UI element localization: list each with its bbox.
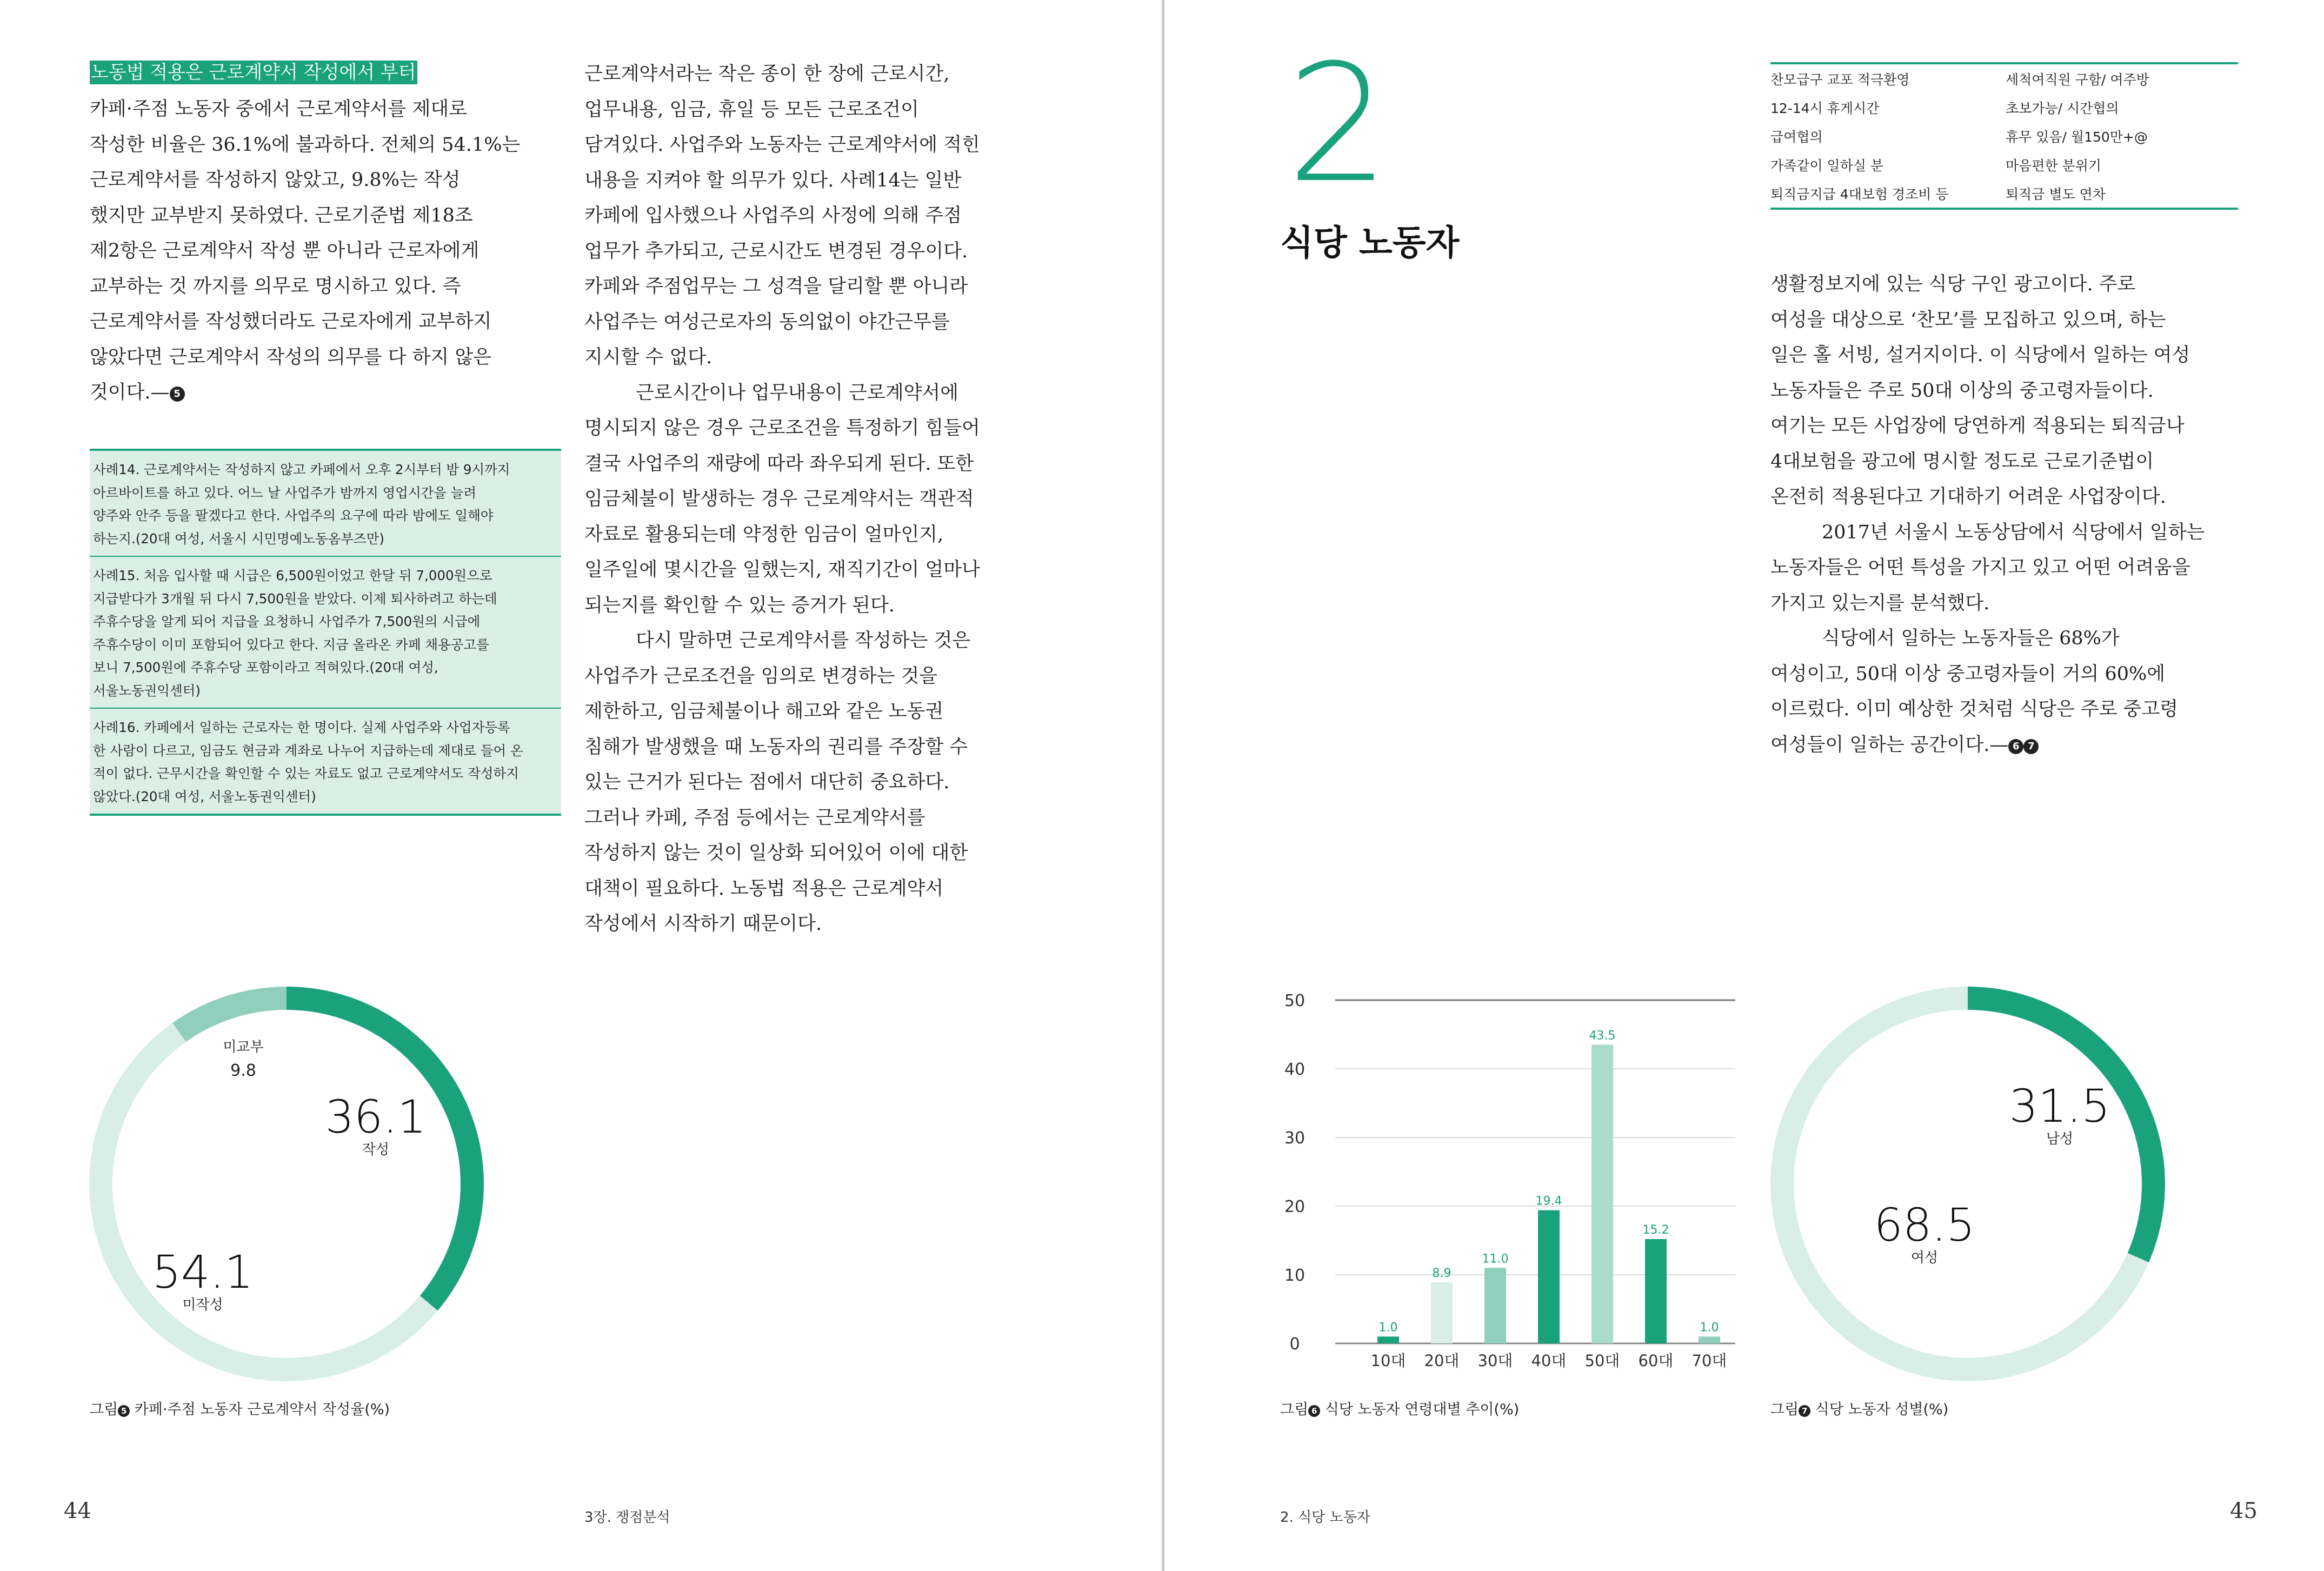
text-line-content: 여기는 모든 사업장에 당연하게 적용되는 퇴직금나 xyxy=(1770,415,2185,437)
donut5-value-3: 9.8 xyxy=(230,1061,256,1080)
donut5-value-2: 54.1 xyxy=(152,1246,254,1299)
case-example xyxy=(90,708,561,814)
text-line: 근로계약서를 작성하지 않았고, 9.8%는 작성 xyxy=(90,169,461,191)
case-line: 서울노동권익센터) xyxy=(93,682,201,698)
donut-slice-미작성 xyxy=(89,1023,438,1381)
text-line-content: 노동자들은 어떤 특성을 가지고 있고 어떤 어려움을 xyxy=(1770,557,2190,578)
bar-value-label: 43.5 xyxy=(1589,1029,1616,1043)
case-line: 주휴수당을 알게 되어 지급을 요청하니 사업주가 7,500원의 시급에 xyxy=(93,614,481,629)
caption-text: 식당 노동자 연령대별 추이(%) xyxy=(1324,1401,1520,1418)
figure7-donut-chart xyxy=(1768,984,2168,1384)
text-line: 업무가 추가되고, 근로시간도 변경된 경우이다. xyxy=(584,240,968,262)
text-line: 했지만 교부받지 못하였다. 근로기준법 제18조 xyxy=(90,204,473,227)
text-line: 명시되지 않은 경우 근로조건을 특정하기 힘들어 xyxy=(584,417,980,439)
ad-cell: 휴무 있음/ 월150만+@ xyxy=(2006,129,2148,145)
ad-row xyxy=(1770,93,2238,122)
text-line-content: 여성들이 일하는 공간이다.— xyxy=(1770,734,2009,756)
text-line-content: 여성이고, 50대 이상 중고령자들이 거의 60%에 xyxy=(1770,663,2166,685)
text-line: 카페에 입사했으나 사업주의 사정에 의해 주점 xyxy=(584,205,962,227)
figure5-caption xyxy=(90,1397,390,1419)
donut-slice-미교부 xyxy=(172,987,287,1042)
case-line: 아르바이트를 하고 있다. 어느 날 사업주가 밤까지 영업시간을 늘려 xyxy=(93,484,477,501)
text-line: 근로계약서라는 작은 종이 한 장에 근로시간, xyxy=(584,63,950,85)
caption-text: 식당 노동자 성별(%) xyxy=(1815,1401,1949,1418)
ad-cell: 12-14시 휴게시간 xyxy=(1770,100,1880,116)
x-tick-label: 30대 xyxy=(1477,1352,1513,1370)
text-line: 결국 사업주의 재량에 따라 좌우되게 된다. 또한 xyxy=(584,452,974,475)
text-line-content: 4대보험을 광고에 명시할 정도로 근로기준법이 xyxy=(1770,450,2154,472)
bar-value-label: 1.0 xyxy=(1379,1321,1398,1335)
bar-40대 xyxy=(1538,1210,1560,1343)
text-line-content: 일은 홀 서빙, 설거지이다. 이 식당에서 일하는 여성 xyxy=(1770,344,2190,366)
y-tick-label: 40 xyxy=(1284,1060,1306,1079)
y-tick-label: 30 xyxy=(1284,1129,1306,1148)
ad-row xyxy=(1770,122,2238,150)
case-line: 하는지.(20대 여성, 서울시 시민명예노동옴부즈만) xyxy=(93,530,384,547)
case-line: 지급받다가 3개월 뒤 다시 7,500원을 받았다. 이제 퇴사하려고 하는데 xyxy=(93,590,497,607)
x-tick-label: 50대 xyxy=(1584,1352,1620,1370)
text-line: 제한하고, 임금체불이나 해고와 같은 노동권 xyxy=(584,701,944,722)
figure7-caption xyxy=(1770,1397,1948,1419)
ad-cell: 급여협의 xyxy=(1770,129,1823,145)
reference-badge: 7 xyxy=(2023,739,2039,754)
y-tick-label: 0 xyxy=(1289,1335,1300,1354)
text-line xyxy=(1770,692,2246,728)
case-example xyxy=(90,451,561,556)
reference-badge: 5 xyxy=(170,387,185,402)
figure6-caption xyxy=(1280,1397,1519,1419)
donut5-label-2: 미작성 xyxy=(182,1297,223,1313)
text-line-content: 식당에서 일하는 노동자들은 68%가 xyxy=(1822,628,2120,649)
text-line xyxy=(1770,586,2246,622)
donut5-label-1: 작성 xyxy=(362,1142,390,1158)
caption-prefix: 그림 xyxy=(1280,1401,1309,1418)
text-line xyxy=(1770,621,2246,657)
case-line: 한 사람이 다르고, 임금도 현금과 계좌로 나누어 지급하는데 제대로 들어 온 xyxy=(93,742,523,758)
page-number-right: 45 xyxy=(2230,1499,2258,1523)
left-column-1-text xyxy=(90,92,560,411)
caption-number-badge: 5 xyxy=(118,1405,130,1417)
caption-text: 카페·주점 노동자 근로계약서 작성율(%) xyxy=(134,1401,390,1418)
text-line xyxy=(1770,374,2246,409)
text-line-content: 것이다.— xyxy=(90,382,170,403)
ad-cell: 마음편한 분위기 xyxy=(2006,157,2101,174)
reference-badge: 6 xyxy=(2008,739,2023,754)
text-line: 카페·주점 노동자 중에서 근로계약서를 제대로 xyxy=(90,98,468,120)
ad-cell: 찬모급구 교포 적극환영 xyxy=(1770,71,1910,88)
case-example xyxy=(90,556,561,708)
ad-cell: 세척여직원 구함/ 여주방 xyxy=(2006,71,2149,88)
case-examples-box xyxy=(90,449,561,816)
text-line-content: 여성을 대상으로 ‘찬모’를 모집하고 있으며, 하는 xyxy=(1770,309,2166,331)
donut7-value-1: 31.5 xyxy=(2009,1080,2110,1133)
case-line: 사례16. 카페에서 일하는 근로자는 한 명이다. 실제 사업주와 사업자등록 xyxy=(93,720,510,735)
bar-60대 xyxy=(1645,1239,1667,1343)
x-tick-label: 40대 xyxy=(1531,1352,1567,1370)
page-number-left: 44 xyxy=(64,1499,91,1523)
text-line: 교부하는 것 까지를 의무로 명시하고 있다. 즉 xyxy=(90,275,461,297)
text-line: 되는지를 확인할 수 있는 증거가 된다. xyxy=(584,594,895,616)
text-line xyxy=(1770,657,2246,693)
section-heading-highlight: 노동법 적용은 근로계약서 작성에서 부터 xyxy=(91,62,416,83)
ad-row xyxy=(1770,150,2238,179)
running-head-right: 2. 식당 노동자 xyxy=(1280,1509,1370,1526)
ad-row xyxy=(1770,179,2238,208)
case-line: 적이 없다. 근무시간을 확인할 수 있는 자료도 없고 근로계약서도 작성하지 xyxy=(93,765,519,781)
job-ad-table xyxy=(1770,62,2238,210)
text-line: 업무내용, 임금, 휴일 등 모든 근로조건이 xyxy=(584,98,919,121)
text-line xyxy=(90,375,560,411)
caption-prefix: 그림 xyxy=(90,1401,118,1418)
bar-value-label: 19.4 xyxy=(1535,1194,1562,1208)
text-line: 일주일에 몇시간을 일했는지, 재직기간이 얼마나 xyxy=(584,559,980,581)
case-line: 보니 7,500원에 주휴수당 포함이라고 적혀있다.(20대 여성, xyxy=(93,660,438,675)
donut7-slices xyxy=(1770,987,2165,1381)
text-line: 근로계약서를 작성했더라도 근로자에게 교부하지 xyxy=(90,311,492,332)
text-line-content: 2017년 서울시 노동상담에서 식당에서 일하는 xyxy=(1822,521,2205,543)
bar-50대 xyxy=(1591,1045,1613,1343)
text-line xyxy=(1770,515,2246,551)
text-line xyxy=(1770,550,2246,586)
text-line xyxy=(1770,338,2246,374)
donut5-value-1: 36.1 xyxy=(325,1090,427,1143)
text-line xyxy=(1770,303,2246,338)
caption-number-badge: 6 xyxy=(1308,1405,1320,1417)
page-gutter xyxy=(1162,0,1164,1571)
text-line: 있는 근거가 된다는 점에서 대단히 중요하다. xyxy=(584,771,950,793)
bar-10대 xyxy=(1377,1336,1399,1343)
text-line: 대책이 필요하다. 노동법 적용은 근로계약서 xyxy=(584,877,944,900)
bar-value-label: 8.9 xyxy=(1432,1266,1451,1280)
text-line: 작성한 비율은 36.1%에 불과하다. 전체의 54.1%는 xyxy=(90,134,521,156)
bar-value-label: 11.0 xyxy=(1482,1252,1509,1266)
text-line: 침해가 발생했을 때 노동자의 권리를 주장할 수 xyxy=(584,736,968,758)
text-line: 지시할 수 없다. xyxy=(584,347,712,368)
donut7-label-2: 여성 xyxy=(1910,1250,1939,1266)
y-tick-label: 50 xyxy=(1284,991,1306,1010)
text-line-content: 이르렀다. 이미 예상한 것처럼 식당은 주로 중고령 xyxy=(1770,698,2179,720)
text-line: 카페와 주점업무는 그 성격을 달리할 뿐 아니라 xyxy=(584,276,968,297)
ad-cell: 초보가능/ 시간협의 xyxy=(2006,100,2119,116)
case-line: 않았다.(20대 여성, 서울노동권익센터) xyxy=(93,788,316,804)
text-line: 않았다면 근로계약서 작성의 의무를 다 하지 않은 xyxy=(90,346,491,368)
ad-cell: 퇴직금 별도 연차 xyxy=(2006,186,2106,202)
y-tick-label: 10 xyxy=(1284,1266,1306,1285)
left-column-2-text xyxy=(584,57,1044,942)
y-tick-label: 20 xyxy=(1284,1197,1306,1216)
bar-value-label: 15.2 xyxy=(1642,1223,1669,1237)
case-line: 양주와 안주 등을 팔겠다고 한다. 사업주의 요구에 따라 밤에도 일해야 xyxy=(93,508,494,523)
text-line: 담겨있다. 사업주와 노동자는 근로계약서에 적힌 xyxy=(584,134,980,156)
text-line: 내용을 지켜야 할 의무가 있다. 사례14는 일반 xyxy=(584,169,962,191)
text-line-content: 노동자들은 주로 50대 이상의 중고령자들이다. xyxy=(1770,380,2154,402)
text-line: 사업주는 여성근로자의 동의없이 야간근무를 xyxy=(584,311,950,333)
ad-cell: 퇴직금지급 4대보험 경조비 등 xyxy=(1770,186,1949,202)
donut5-slices xyxy=(89,987,484,1381)
text-line: 작성에서 시작하기 때문이다. xyxy=(584,913,822,935)
donut5-label-3: 미교부 xyxy=(223,1039,264,1055)
case-line: 사례14. 근로계약서는 작성하지 않고 카페에서 오후 2시부터 밤 9시까지 xyxy=(93,462,510,477)
right-body-text xyxy=(1770,267,2246,763)
running-head-left: 3장. 쟁점분석 xyxy=(584,1509,670,1526)
text-line: 근로시간이나 업무내용이 근로계약서에 xyxy=(636,382,959,404)
text-line: 임금체불이 발생하는 경우 근로계약서는 객관적 xyxy=(584,488,974,510)
text-line xyxy=(1770,480,2246,515)
bar-value-label: 1.0 xyxy=(1700,1321,1719,1335)
left-heading xyxy=(90,61,417,84)
donut7-label-1: 남성 xyxy=(2046,1131,2074,1147)
text-line-content: 온전히 적용된다고 기대하기 어려운 사업장이다. xyxy=(1770,486,2166,508)
text-line: 자료로 활용되는데 약정한 임금이 얼마인지, xyxy=(584,523,944,545)
bar-70대 xyxy=(1699,1336,1720,1343)
case-line: 사례15. 처음 입사할 때 시급은 6,500원이었고 한달 뒤 7,000원으로 xyxy=(93,568,492,583)
text-line-content: 생활정보지에 있는 식당 구인 광고이다. 주로 xyxy=(1770,274,2136,295)
text-line xyxy=(1770,728,2246,763)
figure6-bar-chart xyxy=(1270,984,1757,1384)
x-tick-label: 60대 xyxy=(1638,1352,1674,1370)
ad-row xyxy=(1770,64,2238,93)
section-title: 식당 노동자 xyxy=(1280,223,1460,263)
x-tick-label: 10대 xyxy=(1370,1352,1406,1370)
x-tick-label: 70대 xyxy=(1692,1352,1727,1370)
case-line: 주휴수당이 이미 포함되어 있다고 한다. 지금 올라온 카페 채용공고를 xyxy=(93,636,489,653)
text-line: 사업주가 근로조건을 임의로 변경하는 것을 xyxy=(584,665,938,687)
text-line: 그러나 카페, 주점 등에서는 근로계약서를 xyxy=(584,807,925,829)
text-line: 다시 말하면 근로계약서를 작성하는 것은 xyxy=(636,630,971,651)
text-line: 제2항은 근로계약서 작성 뿐 아니라 근로자에게 xyxy=(90,240,480,262)
chapter-number: 2 xyxy=(1287,30,1390,218)
text-line xyxy=(1770,267,2246,303)
donut7-value-2: 68.5 xyxy=(1874,1199,1975,1252)
text-line xyxy=(1770,409,2246,444)
ad-cell: 가족같이 일하실 분 xyxy=(1770,157,1884,174)
bar-30대 xyxy=(1484,1268,1506,1343)
text-line: 작성하지 않는 것이 일상화 되어있어 이에 대한 xyxy=(584,842,968,864)
bar-20대 xyxy=(1431,1282,1453,1343)
text-line-content: 가지고 있는지를 분석했다. xyxy=(1770,592,1990,614)
text-line xyxy=(1770,444,2246,480)
figure5-donut-chart xyxy=(86,984,487,1384)
caption-prefix: 그림 xyxy=(1770,1401,1799,1418)
caption-number-badge: 7 xyxy=(1799,1405,1810,1417)
x-tick-label: 20대 xyxy=(1424,1352,1460,1370)
